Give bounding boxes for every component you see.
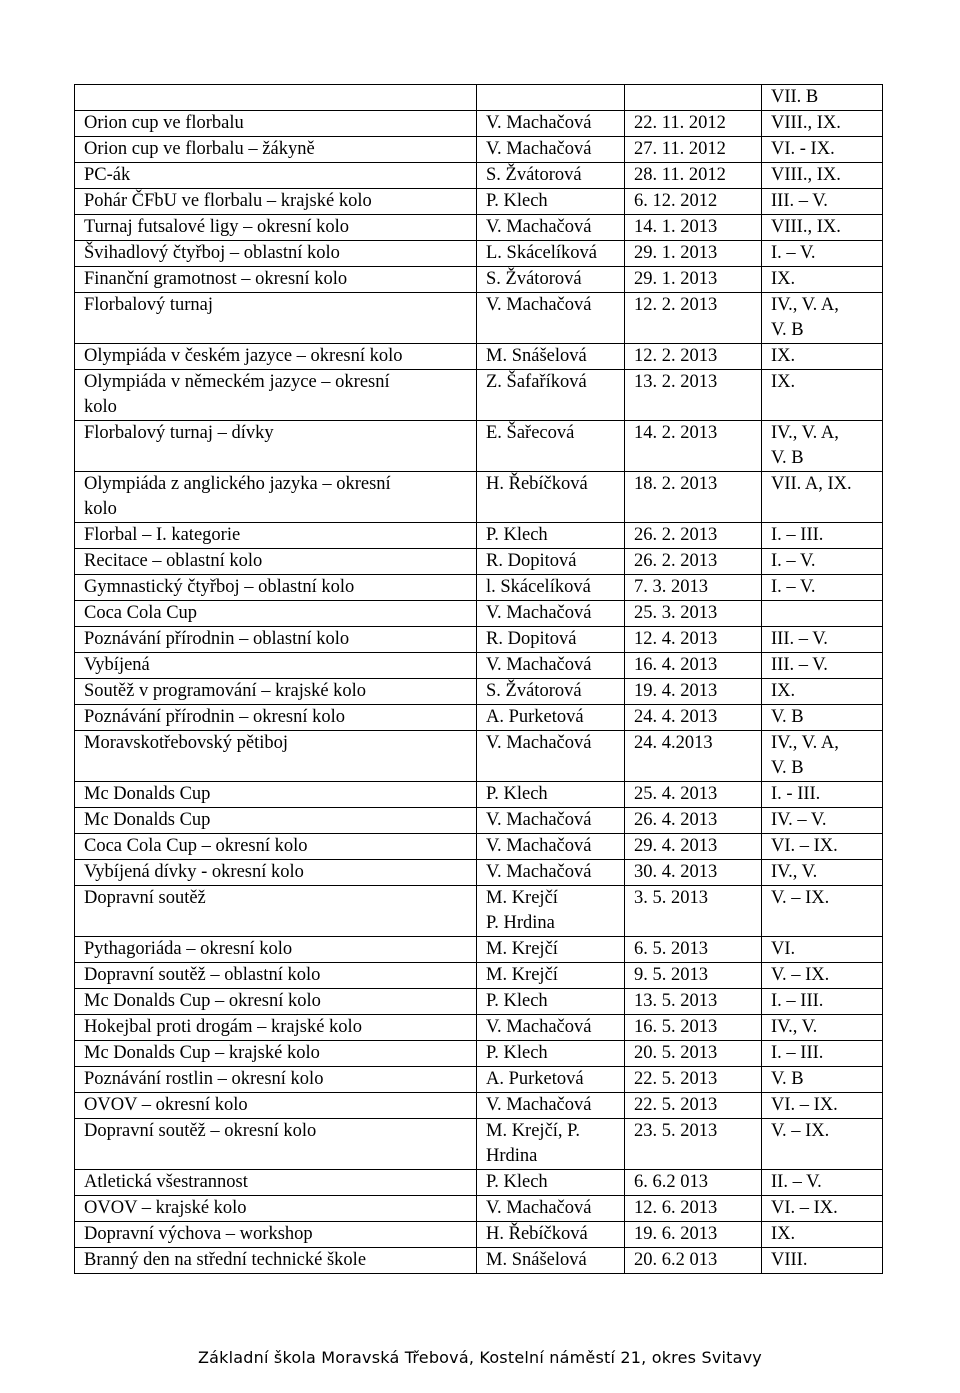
class-cell: V. B [762,1067,883,1093]
date-cell: 9. 5. 2013 [625,963,762,989]
competition-name-cell: PC-ák [75,163,477,189]
competition-name-cell: Orion cup ve florbalu [75,111,477,137]
competition-name-cell: OVOV – okresní kolo [75,1093,477,1119]
competition-name-cell: OVOV – krajské kolo [75,1196,477,1222]
table-row [75,1067,883,1093]
table-row [75,575,883,601]
class-cell: IX. [762,267,883,293]
competition-name-cell: Orion cup ve florbalu – žákyně [75,137,477,163]
teacher-cell: H. Řebíčková [477,472,625,523]
competition-name-cell: Olympiáda z anglického jazyka – okresní kolo [75,472,477,523]
class-cell: VI. – IX. [762,1093,883,1119]
teacher-cell: M. Krejčí [477,937,625,963]
class-cell: VIII., IX. [762,163,883,189]
class-cell: I. - III. [762,782,883,808]
table-row [75,808,883,834]
table-row [75,421,883,472]
date-cell: 18. 2. 2013 [625,472,762,523]
class-cell: IV. – V. [762,808,883,834]
class-cell [762,601,883,627]
date-cell: 13. 5. 2013 [625,989,762,1015]
date-cell: 6. 5. 2013 [625,937,762,963]
class-cell: III. – V. [762,627,883,653]
class-cell: I. – III. [762,1041,883,1067]
table-row [75,1041,883,1067]
table-row [75,1170,883,1196]
class-cell: VI. – IX. [762,834,883,860]
class-cell: IV., V. A, V. B [762,731,883,782]
class-cell: IX. [762,370,883,421]
table-row [75,886,883,937]
class-cell: IV., V. [762,1015,883,1041]
competition-name-cell: Poznávání přírodnin – oblastní kolo [75,627,477,653]
competition-name-cell: Mc Donalds Cup [75,782,477,808]
competition-name-cell: Florbal – I. kategorie [75,523,477,549]
table-row [75,1119,883,1170]
table-row [75,679,883,705]
class-cell: II. – V. [762,1170,883,1196]
teacher-cell: A. Purketová [477,705,625,731]
teacher-cell: V. Machačová [477,1015,625,1041]
date-cell: 7. 3. 2013 [625,575,762,601]
class-cell: III. – V. [762,189,883,215]
competition-name-cell: Dopravní soutěž [75,886,477,937]
date-cell [625,85,762,111]
class-cell: I. – III. [762,989,883,1015]
teacher-cell: V. Machačová [477,860,625,886]
date-cell: 30. 4. 2013 [625,860,762,886]
class-cell: I. – V. [762,241,883,267]
class-cell: VI. [762,937,883,963]
class-cell: VII. A, IX. [762,472,883,523]
teacher-cell: S. Žvátorová [477,267,625,293]
date-cell: 20. 5. 2013 [625,1041,762,1067]
date-cell: 24. 4.2013 [625,731,762,782]
teacher-cell: V. Machačová [477,653,625,679]
teacher-cell: V. Machačová [477,293,625,344]
teacher-cell: V. Machačová [477,111,625,137]
class-cell: VIII., IX. [762,111,883,137]
table-row [75,705,883,731]
date-cell: 23. 5. 2013 [625,1119,762,1170]
competition-name-cell: Mc Donalds Cup [75,808,477,834]
date-cell: 29. 1. 2013 [625,241,762,267]
date-cell: 22. 5. 2013 [625,1067,762,1093]
table-row [75,1015,883,1041]
teacher-cell: P. Klech [477,1041,625,1067]
table-row [75,1196,883,1222]
table-row [75,370,883,421]
teacher-cell: M. Krejčí [477,963,625,989]
competition-name-cell: Poznávání rostlin – okresní kolo [75,1067,477,1093]
competition-name-cell: Coca Cola Cup [75,601,477,627]
table-row [75,472,883,523]
teacher-cell: R. Dopitová [477,549,625,575]
competitions-table [74,84,883,1274]
date-cell: 19. 6. 2013 [625,1222,762,1248]
class-cell: V. – IX. [762,963,883,989]
class-cell: IV., V. A, V. B [762,421,883,472]
competition-name-cell: Dopravní výchova – workshop [75,1222,477,1248]
teacher-cell: M. Krejčí P. Hrdina [477,886,625,937]
teacher-cell: V. Machačová [477,601,625,627]
date-cell: 25. 4. 2013 [625,782,762,808]
date-cell: 3. 5. 2013 [625,886,762,937]
competition-name-cell: Vybíjená [75,653,477,679]
teacher-cell: l. Skácelíková [477,575,625,601]
table-row [75,834,883,860]
competition-name-cell: Gymnastický čtyřboj – oblastní kolo [75,575,477,601]
date-cell: 26. 2. 2013 [625,523,762,549]
date-cell: 20. 6.2 013 [625,1248,762,1274]
class-cell: VIII., IX. [762,215,883,241]
class-cell: IX. [762,344,883,370]
competition-name-cell: Olympiáda v českém jazyce – okresní kolo [75,344,477,370]
teacher-cell: P. Klech [477,1170,625,1196]
class-cell: V. – IX. [762,886,883,937]
date-cell: 19. 4. 2013 [625,679,762,705]
teacher-cell: V. Machačová [477,137,625,163]
date-cell: 24. 4. 2013 [625,705,762,731]
table-row [75,241,883,267]
date-cell: 13. 2. 2013 [625,370,762,421]
table-row [75,627,883,653]
table-row [75,937,883,963]
table-row [75,1093,883,1119]
date-cell: 12. 2. 2013 [625,344,762,370]
teacher-cell: R. Dopitová [477,627,625,653]
table-row [75,85,883,111]
date-cell: 29. 1. 2013 [625,267,762,293]
table-row [75,731,883,782]
table-row [75,782,883,808]
table-row [75,549,883,575]
table-row [75,163,883,189]
table-row [75,523,883,549]
competition-name-cell: Mc Donalds Cup – okresní kolo [75,989,477,1015]
teacher-cell: H. Řebíčková [477,1222,625,1248]
table-row [75,267,883,293]
teacher-cell: V. Machačová [477,834,625,860]
class-cell: I. – III. [762,523,883,549]
competition-name-cell: Branný den na střední technické škole [75,1248,477,1274]
competition-name-cell: Švihadlový čtyřboj – oblastní kolo [75,241,477,267]
date-cell: 22. 5. 2013 [625,1093,762,1119]
competition-name-cell: Pythagoriáda – okresní kolo [75,937,477,963]
page-footer: Základní škola Moravská Třebová, Kostelní náměstí 21, okres Svitavy [198,1348,762,1367]
table-row [75,137,883,163]
competition-name-cell: Coca Cola Cup – okresní kolo [75,834,477,860]
teacher-cell: M. Krejčí, P. Hrdina [477,1119,625,1170]
competition-name-cell: Poznávání přírodnin – okresní kolo [75,705,477,731]
date-cell: 27. 11. 2012 [625,137,762,163]
teacher-cell: V. Machačová [477,808,625,834]
competition-name-cell: Moravskotřebovský pětiboj [75,731,477,782]
date-cell: 12. 4. 2013 [625,627,762,653]
teacher-cell: V. Machačová [477,731,625,782]
competition-name-cell: Pohár ČFbU ve florbalu – krajské kolo [75,189,477,215]
teacher-cell: S. Žvátorová [477,679,625,705]
teacher-cell: M. Snášelová [477,1248,625,1274]
date-cell: 25. 3. 2013 [625,601,762,627]
competition-name-cell: Florbalový turnaj [75,293,477,344]
table-row [75,189,883,215]
competition-name-cell: Soutěž v programování – krajské kolo [75,679,477,705]
class-cell: IV., V. [762,860,883,886]
teacher-cell: P. Klech [477,189,625,215]
date-cell: 22. 11. 2012 [625,111,762,137]
competition-name-cell: Recitace – oblastní kolo [75,549,477,575]
competitions-table-body [75,85,883,1274]
class-cell: VI. - IX. [762,137,883,163]
date-cell: 12. 6. 2013 [625,1196,762,1222]
competition-name-cell: Atletická všestrannost [75,1170,477,1196]
teacher-cell: P. Klech [477,782,625,808]
class-cell: III. – V. [762,653,883,679]
class-cell: VII. B [762,85,883,111]
class-cell: V. – IX. [762,1119,883,1170]
class-cell: I. – V. [762,549,883,575]
class-cell: V. B [762,705,883,731]
table-row [75,653,883,679]
teacher-cell: V. Machačová [477,1093,625,1119]
competition-name-cell: Mc Donalds Cup – krajské kolo [75,1041,477,1067]
competition-name-cell [75,85,477,111]
teacher-cell: Z. Šafaříková [477,370,625,421]
competition-name-cell: Hokejbal proti drogám – krajské kolo [75,1015,477,1041]
date-cell: 6. 12. 2012 [625,189,762,215]
teacher-cell: A. Purketová [477,1067,625,1093]
teacher-cell [477,85,625,111]
teacher-cell: S. Žvátorová [477,163,625,189]
class-cell: VI. – IX. [762,1196,883,1222]
date-cell: 6. 6.2 013 [625,1170,762,1196]
competition-name-cell: Dopravní soutěž – oblastní kolo [75,963,477,989]
teacher-cell: L. Skácelíková [477,241,625,267]
teacher-cell: P. Klech [477,523,625,549]
teacher-cell: E. Šařecová [477,421,625,472]
table-row [75,989,883,1015]
table-row [75,344,883,370]
class-cell: IV., V. A, V. B [762,293,883,344]
date-cell: 14. 1. 2013 [625,215,762,241]
date-cell: 12. 2. 2013 [625,293,762,344]
class-cell: VIII. [762,1248,883,1274]
teacher-cell: V. Machačová [477,1196,625,1222]
teacher-cell: M. Snášelová [477,344,625,370]
competition-name-cell: Finanční gramotnost – okresní kolo [75,267,477,293]
table-row [75,601,883,627]
date-cell: 28. 11. 2012 [625,163,762,189]
teacher-cell: P. Klech [477,989,625,1015]
table-row [75,860,883,886]
date-cell: 29. 4. 2013 [625,834,762,860]
class-cell: I. – V. [762,575,883,601]
table-row [75,1248,883,1274]
competition-name-cell: Florbalový turnaj – dívky [75,421,477,472]
class-cell: IX. [762,679,883,705]
competition-name-cell: Vybíjená dívky - okresní kolo [75,860,477,886]
competition-name-cell: Turnaj futsalové ligy – okresní kolo [75,215,477,241]
date-cell: 26. 4. 2013 [625,808,762,834]
table-row [75,111,883,137]
teacher-cell: V. Machačová [477,215,625,241]
competition-name-cell: Olympiáda v německém jazyce – okresní kolo [75,370,477,421]
date-cell: 14. 2. 2013 [625,421,762,472]
table-row [75,963,883,989]
competition-name-cell: Dopravní soutěž – okresní kolo [75,1119,477,1170]
date-cell: 16. 4. 2013 [625,653,762,679]
table-row [75,293,883,344]
date-cell: 16. 5. 2013 [625,1015,762,1041]
class-cell: IX. [762,1222,883,1248]
table-row [75,1222,883,1248]
table-row [75,215,883,241]
date-cell: 26. 2. 2013 [625,549,762,575]
